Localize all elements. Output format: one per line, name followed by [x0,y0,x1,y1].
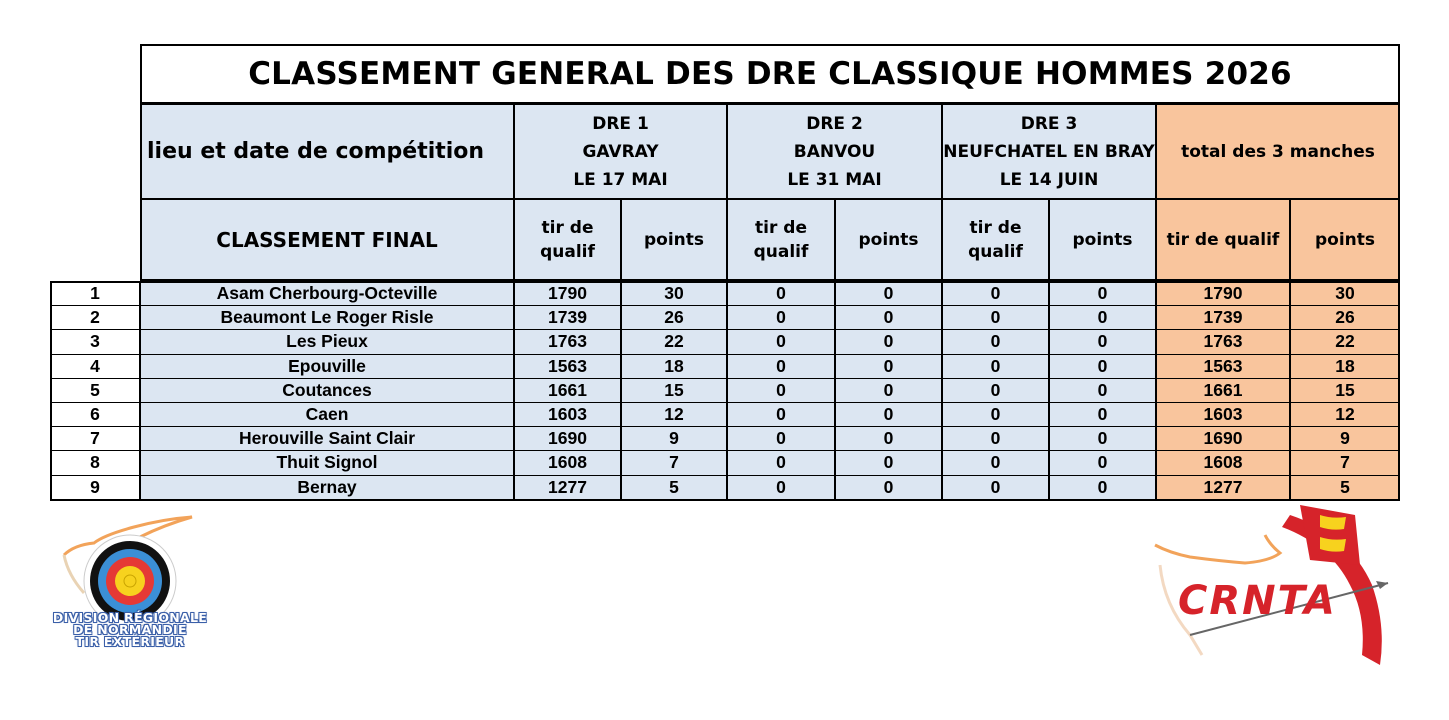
table-cell-tot-pts: 30 [1290,281,1400,306]
header-line: LE 17 MAI [573,169,668,190]
table-cell-club: Epouville [140,354,514,379]
table-cell-d3-tir: 0 [942,354,1049,379]
table-cell-d2-tir: 0 [727,402,835,427]
table-cell-d1-tir: 1739 [514,305,621,330]
table-cell-tot-tir: 1603 [1156,402,1290,427]
table-cell-tot-pts: 9 [1290,426,1400,451]
table-cell-d2-tir: 0 [727,329,835,354]
table-cell-club: Thuit Signol [140,450,514,475]
table-cell-tot-pts: 26 [1290,305,1400,330]
table-cell-d2-pts: 0 [835,378,942,403]
header-line: BANVOU [793,141,876,162]
table-cell-d3-pts: 0 [1049,281,1156,306]
division-logo-text: DE NORMANDIE [73,622,187,637]
table-cell-d1-tir: 1690 [514,426,621,451]
venue-header-dre-1 [514,104,727,199]
table-cell-d2-pts: 0 [835,450,942,475]
header-line: tir de [969,217,1022,238]
table-cell-club: Bernay [140,475,514,500]
total-header: total des 3 manches [1156,104,1400,199]
table-cell-d1-tir: 1763 [514,329,621,354]
col-header-points: points [835,199,942,280]
table-cell-d1-pts: 30 [621,281,727,306]
table-cell-tot-tir: 1277 [1156,475,1290,500]
table-cell-club: Herouville Saint Clair [140,426,514,451]
table-cell-club: Caen [140,402,514,427]
venue-header-dre-3 [942,104,1156,199]
header-line: DRE 1 [592,113,649,134]
table-cell-d2-pts: 0 [835,426,942,451]
lieu-date-label: lieu et date de compétition [140,104,514,199]
table-cell-d1-tir: 1563 [514,354,621,379]
table-cell-d3-pts: 0 [1049,475,1156,500]
table-cell-club: Asam Cherbourg-Octeville [140,281,514,306]
table-cell-d3-tir: 0 [942,378,1049,403]
col-header-points: points [621,199,727,280]
table-cell-d2-pts: 0 [835,402,942,427]
table-cell-d3-tir: 0 [942,329,1049,354]
venue-header-dre-2 [727,104,942,199]
col-header-tir-qualif [514,199,621,280]
table-cell-tot-pts: 7 [1290,450,1400,475]
header-line: qualif [968,241,1023,262]
table-cell-d2-tir: 0 [727,426,835,451]
table-cell-d3-pts: 0 [1049,450,1156,475]
table-cell-d1-pts: 9 [621,426,727,451]
header-line: GAVRAY [582,141,659,162]
col-header-tir-qualif [727,199,835,280]
page-title: CLASSEMENT GENERAL DES DRE CLASSIQUE HOMMES 2026 [140,44,1400,104]
table-cell-d3-tir: 0 [942,426,1049,451]
table-cell-club: Coutances [140,378,514,403]
header-line: qualif [540,241,595,262]
table-cell-d3-tir: 0 [942,450,1049,475]
table-cell-tot-pts: 22 [1290,329,1400,354]
table-cell-tot-pts: 12 [1290,402,1400,427]
table-cell-rank: 5 [50,378,140,403]
table-cell-rank: 2 [50,305,140,330]
header-line: LE 31 MAI [787,169,882,190]
classement-final-label: CLASSEMENT FINAL [140,199,514,280]
division-logo-text: TIR EXTÉRIEUR [75,634,185,649]
table-cell-d3-pts: 0 [1049,329,1156,354]
table-cell-club: Beaumont Le Roger Risle [140,305,514,330]
header-line: qualif [753,241,809,262]
table-cell-d3-tir: 0 [942,281,1049,306]
table-cell-tot-tir: 1608 [1156,450,1290,475]
table-cell-d3-tir: 0 [942,402,1049,427]
table-cell-rank: 4 [50,354,140,379]
table-cell-d2-tir: 0 [727,378,835,403]
table-cell-d1-tir: 1661 [514,378,621,403]
table-cell-d2-tir: 0 [727,475,835,500]
table-cell-tot-tir: 1739 [1156,305,1290,330]
table-cell-d1-pts: 7 [621,450,727,475]
table-cell-d1-tir: 1277 [514,475,621,500]
table-cell-rank: 7 [50,426,140,451]
table-cell-tot-pts: 18 [1290,354,1400,379]
table-cell-rank: 6 [50,402,140,427]
header-line: tir de [755,217,807,238]
table-cell-d1-pts: 12 [621,402,727,427]
table-cell-rank: 1 [50,281,140,306]
col-header-points: points [1049,199,1156,280]
crnta-text: CRNTA [1178,578,1337,624]
table-cell-d2-tir: 0 [727,450,835,475]
table-cell-club: Les Pieux [140,329,514,354]
table-cell-d2-tir: 0 [727,281,835,306]
header-line: DRE 2 [806,113,863,134]
col-header-total-tir: tir de qualif [1156,199,1290,280]
table-cell-d2-tir: 0 [727,354,835,379]
table-cell-d2-pts: 0 [835,305,942,330]
table-cell-d1-tir: 1608 [514,450,621,475]
table-cell-d3-tir: 0 [942,475,1049,500]
table-cell-tot-tir: 1661 [1156,378,1290,403]
table-cell-d1-pts: 15 [621,378,727,403]
col-header-total-points: points [1290,199,1400,280]
table-cell-d1-pts: 18 [621,354,727,379]
header-line: LE 14 JUIN [999,169,1099,190]
table-cell-d1-pts: 26 [621,305,727,330]
table-cell-tot-tir: 1563 [1156,354,1290,379]
table-cell-rank: 3 [50,329,140,354]
division-logo-text: DIVISION RÉGIONALE [52,610,208,625]
table-cell-tot-tir: 1790 [1156,281,1290,306]
header-line: NEUFCHATEL EN BRAY [943,141,1155,162]
table-cell-d1-pts: 5 [621,475,727,500]
header-line: tir de [541,217,594,238]
table-cell-d2-pts: 0 [835,281,942,306]
table-cell-d2-pts: 0 [835,329,942,354]
header-line: DRE 3 [1020,113,1078,134]
table-cell-d3-tir: 0 [942,305,1049,330]
table-cell-d3-pts: 0 [1049,378,1156,403]
table-cell-tot-pts: 5 [1290,475,1400,500]
table-cell-d1-pts: 22 [621,329,727,354]
table-cell-rank: 8 [50,450,140,475]
table-cell-d2-pts: 0 [835,475,942,500]
table-cell-d2-tir: 0 [727,305,835,330]
table-cell-d1-tir: 1790 [514,281,621,306]
table-cell-d1-tir: 1603 [514,402,621,427]
table-cell-tot-tir: 1690 [1156,426,1290,451]
table-cell-d2-pts: 0 [835,354,942,379]
col-header-tir-qualif [942,199,1049,280]
table-cell-tot-pts: 15 [1290,378,1400,403]
table-cell-d3-pts: 0 [1049,354,1156,379]
table-cell-d3-pts: 0 [1049,305,1156,330]
table-cell-d3-pts: 0 [1049,402,1156,427]
table-cell-tot-tir: 1763 [1156,329,1290,354]
table-cell-rank: 9 [50,475,140,500]
table-cell-d3-pts: 0 [1049,426,1156,451]
